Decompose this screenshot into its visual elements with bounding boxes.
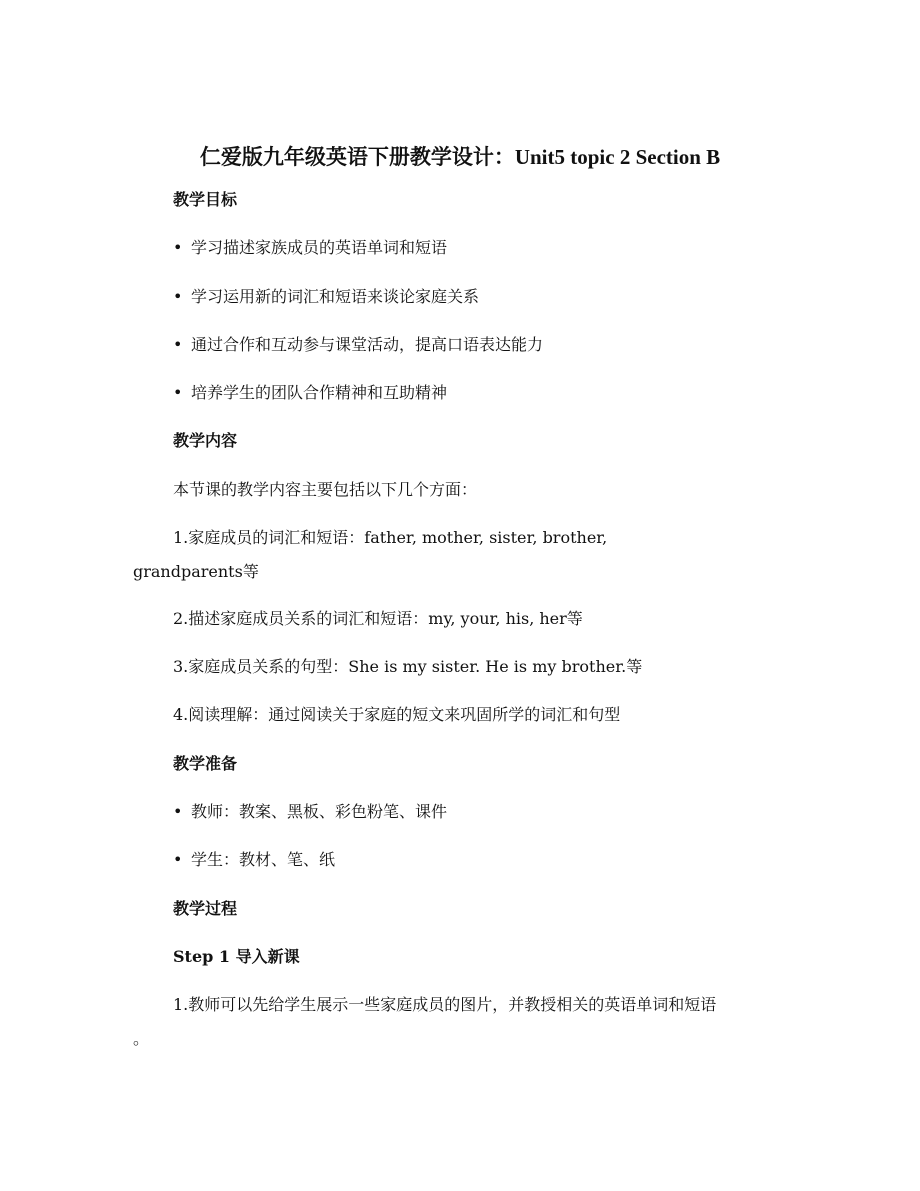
objective-item bbox=[173, 285, 479, 309]
objective-text: 学习运用新的词汇和短语来谈论家庭关系 bbox=[191, 287, 480, 306]
content-intro: 本节课的教学内容主要包括以下几个方面： bbox=[173, 480, 478, 499]
step-item-continuation: 。 bbox=[133, 1029, 150, 1048]
objective-item bbox=[173, 236, 447, 260]
bullet-glyph: • bbox=[173, 287, 183, 306]
bullet-glyph: • bbox=[173, 238, 183, 257]
bullet-glyph: • bbox=[173, 335, 183, 354]
bullet-glyph: • bbox=[173, 802, 183, 821]
content-item: 3.家庭成员关系的句型：She is my sister. He is my brother.等 bbox=[173, 657, 643, 676]
preparation-item bbox=[173, 848, 335, 872]
content-item: 2.描述家庭成员关系的词汇和短语：my, your, his, her等 bbox=[173, 609, 583, 628]
bullet-glyph: • bbox=[173, 850, 183, 869]
preparation-text: 教师：教案、黑板、彩色粉笔、课件 bbox=[191, 802, 448, 821]
heading-content: 教学内容 bbox=[173, 431, 238, 450]
preparation-item bbox=[173, 800, 447, 824]
bullet-glyph: • bbox=[173, 383, 183, 402]
content-item: 1.家庭成员的词汇和短语：father, mother, sister, brother, bbox=[173, 528, 608, 547]
objective-text: 通过合作和互动参与课堂活动，提高口语表达能力 bbox=[191, 335, 544, 354]
preparation-text: 学生：教材、笔、纸 bbox=[191, 850, 336, 869]
step-item: 1.教师可以先给学生展示一些家庭成员的图片，并教授相关的英语单词和短语 bbox=[173, 995, 717, 1014]
objective-item bbox=[173, 333, 543, 357]
objective-text: 培养学生的团队合作精神和互助精神 bbox=[191, 383, 448, 402]
document-title: 仁爱版九年级英语下册教学设计：Unit5 topic 2 Section B bbox=[199, 145, 721, 169]
heading-objectives: 教学目标 bbox=[173, 190, 238, 209]
objective-item bbox=[173, 381, 447, 405]
step-title: Step 1 导入新课 bbox=[173, 947, 300, 966]
heading-preparation: 教学准备 bbox=[173, 754, 238, 773]
content-item-continuation: grandparents等 bbox=[133, 562, 259, 581]
heading-process: 教学过程 bbox=[173, 899, 238, 918]
content-item: 4.阅读理解：通过阅读关于家庭的短文来巩固所学的词汇和句型 bbox=[173, 705, 621, 724]
objective-text: 学习描述家族成员的英语单词和短语 bbox=[191, 238, 448, 257]
